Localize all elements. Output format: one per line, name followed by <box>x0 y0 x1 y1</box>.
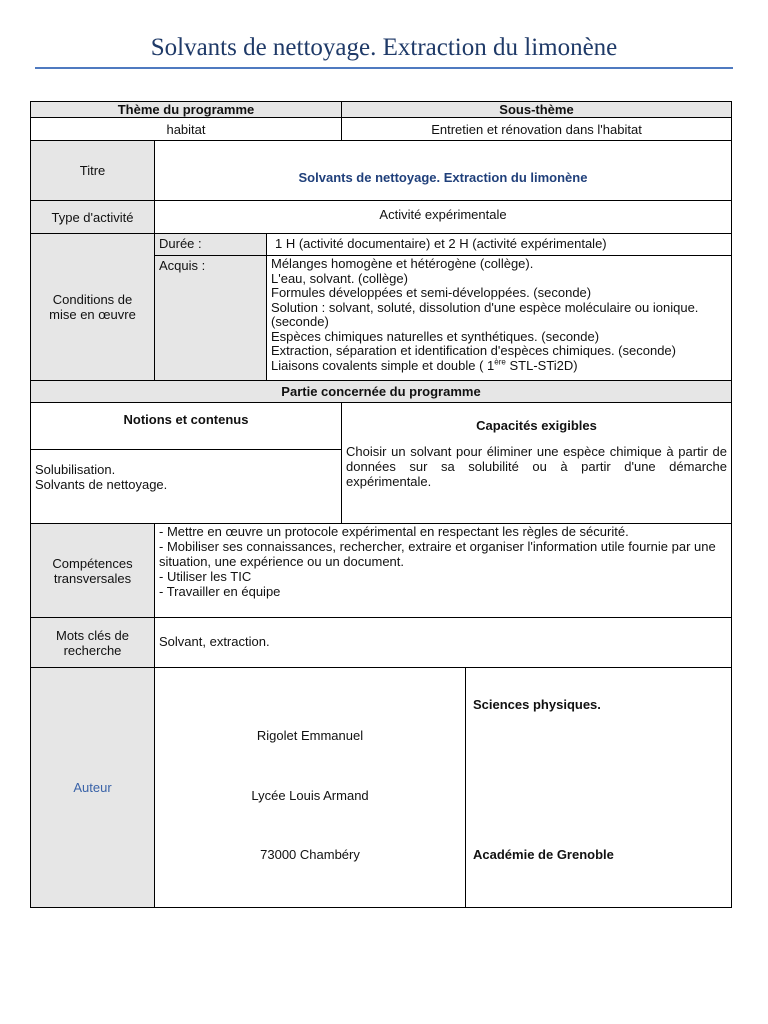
type-label: Type d'activité <box>30 200 155 234</box>
soustheme-value: Entretien et rénovation dans l'habitat <box>341 117 732 141</box>
acquis-item: Mélanges homogène et hétérogène (collège). <box>271 256 534 271</box>
titre-label: Titre <box>30 140 155 201</box>
capacites-cell <box>341 402 732 524</box>
duree-label: Durée : <box>154 233 267 256</box>
document-title: Solvants de nettoyage. Extraction du limonène <box>150 34 618 61</box>
soustheme-header: Sous-thème <box>341 101 732 118</box>
partie-header: Partie concernée du programme <box>30 380 732 403</box>
type-value: Activité expérimentale <box>154 200 732 234</box>
competence-item: - Mettre en œuvre un protocole expérimental en respectant les règles de sécurité. <box>159 524 629 539</box>
competence-item: - Mobiliser ses connaissances, rechercher, extraire et organiser l'information utile fournie par une situation, une expérience ou un document. <box>159 539 716 569</box>
auteur-lycee: Lycée Louis Armand <box>251 788 369 803</box>
notions-header: Notions et contenus <box>30 402 342 450</box>
titre-value: Solvants de nettoyage. Extraction du limonène <box>154 140 732 201</box>
mots-label: Mots clés de recherche <box>30 617 155 668</box>
duree-value: 1 H (activité documentaire) et 2 H (activité expérimentale) <box>266 233 732 256</box>
theme-value: habitat <box>30 117 342 141</box>
acquis-item: L'eau, solvant. (collège) <box>271 270 408 286</box>
academie: Académie de Grenoble <box>473 847 614 862</box>
acquis-item <box>271 359 728 374</box>
notion-item: Solubilisation. <box>35 462 116 477</box>
auteur-label: Auteur <box>30 667 155 908</box>
auteur-city: 73000 Chambéry <box>260 847 360 862</box>
acquis-last: Liaisons covalents simple et double ( 1 <box>271 357 495 373</box>
competences-label: Compétences transversales <box>30 523 155 618</box>
acquis-item: Espèces chimiques naturelles et synthétiques. (seconde) <box>271 328 600 344</box>
notions-list <box>30 449 342 524</box>
auteur-institution <box>465 667 732 908</box>
capacites-header: Capacités exigibles <box>476 418 597 433</box>
competence-item: - Travailler en équipe <box>159 584 281 599</box>
acquis-item: Formules développées et semi-développées. (seconde) <box>271 285 592 300</box>
notion-item: Solvants de nettoyage. <box>35 477 168 492</box>
conditions-label: Conditions de mise en œuvre <box>30 233 155 381</box>
acquis-item: Solution : solvant, soluté, dissolution d'une espèce moléculaire ou ionique.(seconde) <box>271 299 699 329</box>
mots-value: Solvant, extraction. <box>154 617 732 668</box>
acquis-sup: ère <box>494 357 506 367</box>
competences-list <box>154 523 732 618</box>
title-underline <box>35 67 733 69</box>
auteur-details <box>154 667 466 908</box>
capacites-text: Choisir un solvant pour éliminer une espèce chimique à partir de données sur sa solubilité ou à partir d'une démarche expérimentale. <box>346 444 727 489</box>
acquis-last-end: STL-STi2D) <box>505 357 578 373</box>
competence-item: - Utiliser les TIC <box>159 569 252 584</box>
discipline: Sciences physiques. <box>473 697 601 712</box>
acquis-label: Acquis : <box>154 255 267 381</box>
acquis-item: Extraction, séparation et identification d'espèces chimiques. (seconde) <box>271 343 676 358</box>
acquis-list <box>266 255 732 381</box>
auteur-name: Rigolet Emmanuel <box>256 728 364 743</box>
theme-header: Thème du programme <box>30 101 342 118</box>
